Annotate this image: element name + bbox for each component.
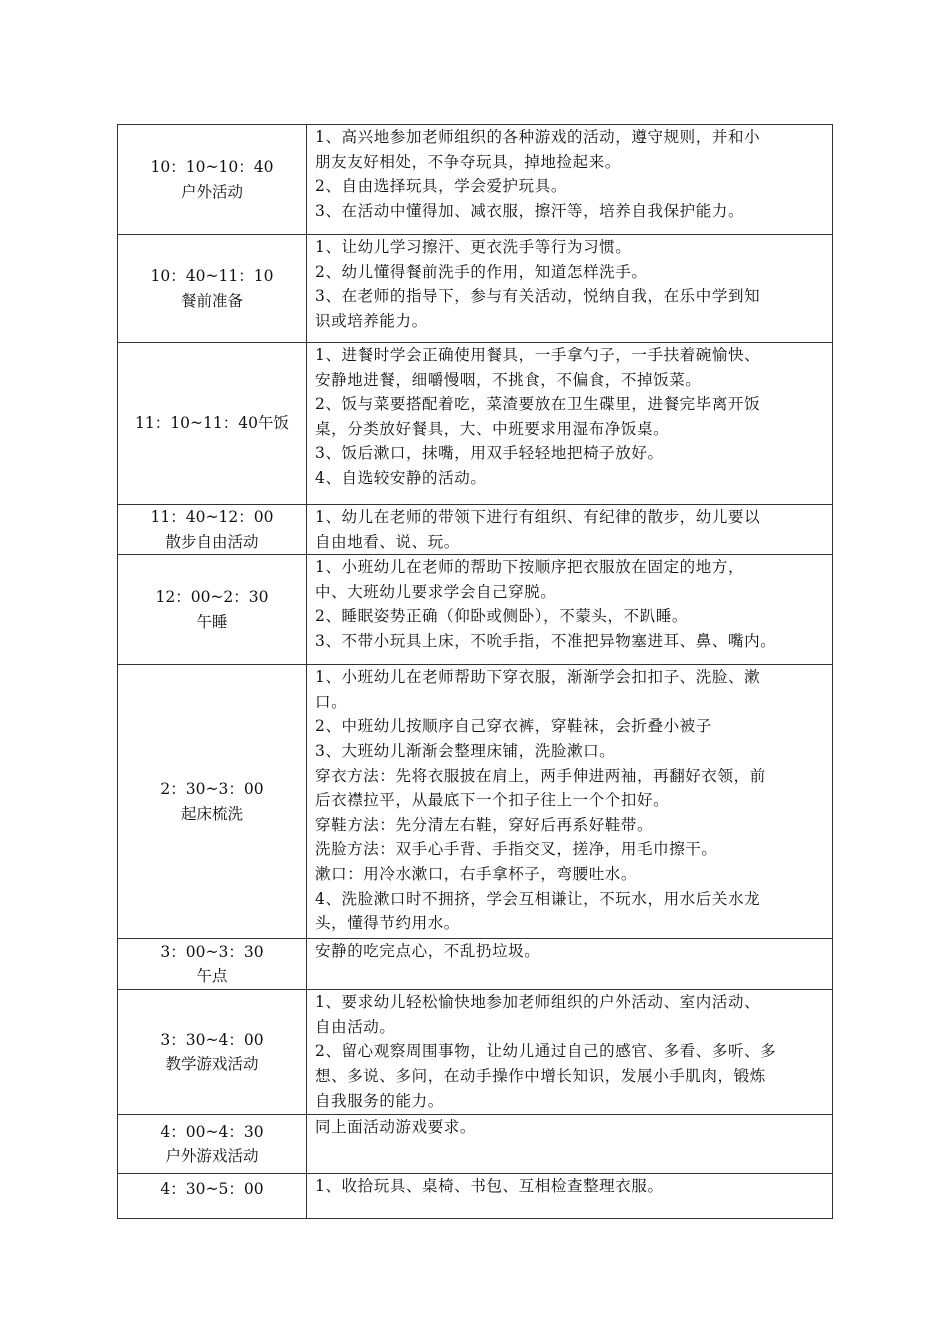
description-line: 洗脸方法：双手心手背、手指交叉，搓净，用毛巾擦干。 [315,840,718,859]
description-cell [307,235,833,343]
description-line: 4、自选较安静的活动。 [315,468,487,487]
time-range: 11：10~11：40午饭 [135,414,289,433]
time-range: 10：40~11：10 [150,266,274,285]
description-line: 安静的吃完点心，不乱扔垃圾。 [315,942,541,961]
description-line: 2、睡眠姿势正确（仰卧或侧卧），不蒙头，不趴睡。 [315,607,689,626]
description-line: 2、饭与菜要搭配着吃，菜渣要放在卫生碟里，进餐完毕离开饭 [315,395,761,414]
schedule-row [118,1174,833,1219]
schedule-row [118,665,833,939]
description-line: 2、留心观察周围事物，让幼儿通过自己的感官、多看、多听、多 [315,1042,777,1061]
schedule-row [118,555,833,665]
description-line: 同上面活动游戏要求。 [315,1118,477,1137]
time-range: 4：00~4：30 [160,1122,264,1141]
activity-name: 午睡 [196,612,228,631]
time-range: 3：30~4：00 [160,1030,264,1049]
description-line: 中、大班幼儿要求学会自己穿脱。 [315,582,557,601]
description-cell [307,343,833,505]
description-line: 想、多说、多问，在动手操作中增长知识，发展小手肌肉，锻炼 [315,1066,766,1085]
description-cell [307,505,833,555]
time-cell [118,505,307,555]
schedule-row [118,939,833,990]
activity-name: 餐前准备 [180,291,243,310]
description-line: 3、不带小玩具上床，不吮手指，不准把异物塞进耳、鼻、嘴内。 [315,631,777,650]
time-range: 10：10~10：40 [150,157,274,176]
description-line: 自由活动。 [315,1017,396,1036]
description-line: 4、洗脸漱口时不拥挤，学会互相谦让，不玩水，用水后关水龙 [315,889,761,908]
activity-name: 起床梳洗 [180,804,243,823]
description-line: 3、大班幼儿渐渐会整理床铺，洗脸漱口。 [315,741,616,760]
activity-name: 午点 [196,967,228,986]
time-range: 12：00~2：30 [155,588,269,607]
description-line: 自由地看、说、玩。 [315,532,460,551]
description-cell [307,555,833,665]
description-line: 自我服务的能力。 [315,1091,444,1110]
time-cell [118,1174,307,1219]
description-line: 口。 [315,692,348,711]
description-line: 1、进餐时学会正确使用餐具，一手拿勺子，一手扶着碗愉快、 [315,346,761,364]
description-cell [307,939,833,990]
description-line: 2、自由选择玩具，学会爱护玩具。 [315,177,567,196]
description-line: 头，懂得节约用水。 [315,914,460,933]
description-line: 穿鞋方法：先分清左右鞋，穿好后再系好鞋带。 [315,815,654,834]
description-line: 安静地进餐，细嚼慢咽，不挑食，不偏食，不掉饭菜。 [315,370,702,389]
activity-name: 散步自由活动 [165,532,259,551]
description-line: 1、小班幼儿在老师帮助下穿衣服，渐渐学会扣扣子、洗脸、漱 [315,668,761,687]
time-cell [118,555,307,665]
time-range: 3：00~3：30 [160,942,264,961]
description-line: 识或培养能力。 [315,311,428,330]
description-cell [307,990,833,1115]
time-cell [118,665,307,939]
time-cell [118,990,307,1115]
schedule-row [118,235,833,343]
time-cell [118,235,307,343]
description-line: 2、幼儿懂得餐前洗手的作用，知道怎样洗手。 [315,262,648,281]
time-range: 4：30~5：00 [160,1180,264,1199]
description-line: 1、幼儿在老师的带领下进行有组织、有纪律的散步，幼儿要以 [315,508,761,526]
description-line: 桌，分类放好餐具，大、中班要求用湿布净饭桌。 [315,419,670,438]
description-cell [307,665,833,939]
description-cell [307,125,833,235]
description-line: 朋友友好相处，不争夺玩具，掉地捡起来。 [315,152,621,171]
time-range: 11：40~12：00 [150,508,274,526]
time-cell [118,939,307,990]
description-line: 1、让幼儿学习擦汗、更衣洗手等行为习惯。 [315,238,632,256]
time-range: 2：30~3：00 [160,780,264,799]
description-line: 3、饭后漱口，抹嘴，用双手轻轻地把椅子放好。 [315,444,664,463]
description-line: 后衣襟拉平，从最底下一个扣子往上一个个扣好。 [315,791,670,810]
schedule-row [118,343,833,505]
time-cell [118,343,307,505]
description-cell [307,1115,833,1174]
description-line: 1、要求幼儿轻松愉快地参加老师组织的户外活动、室内活动、 [315,993,761,1012]
activity-name: 户外游戏活动 [165,1147,259,1166]
description-line: 1、小班幼儿在老师的帮助下按顺序把衣服放在固定的地方， [315,558,745,577]
description-line: 漱口：用冷水漱口，右手拿杯子，弯腰吐水。 [315,864,638,883]
schedule-table [117,124,833,1219]
description-line: 3、在老师的指导下，参与有关活动，悦纳自我，在乐中学到知 [315,287,761,306]
time-cell [118,1115,307,1174]
schedule-row [118,505,833,555]
description-cell [307,1174,833,1219]
description-line: 穿衣方法：先将衣服披在肩上，两手伸进两袖，再翻好衣领，前 [315,766,766,785]
description-line: 1、收拾玩具、桌椅、书包、互相检查整理衣服。 [315,1177,664,1196]
schedule-row [118,125,833,235]
activity-name: 教学游戏活动 [165,1055,259,1074]
description-line: 3、在活动中懂得加、减衣服，擦汗等，培养自我保护能力。 [315,201,745,220]
description-line: 1、高兴地参加老师组织的各种游戏的活动，遵守规则，并和小 [315,128,761,146]
schedule-row [118,990,833,1115]
description-line: 2、中班幼儿按顺序自己穿衣裤，穿鞋袜，会折叠小被子 [315,717,712,736]
activity-name: 户外活动 [180,182,243,201]
time-cell [118,125,307,235]
schedule-row [118,1115,833,1174]
schedule-body [118,125,833,1219]
